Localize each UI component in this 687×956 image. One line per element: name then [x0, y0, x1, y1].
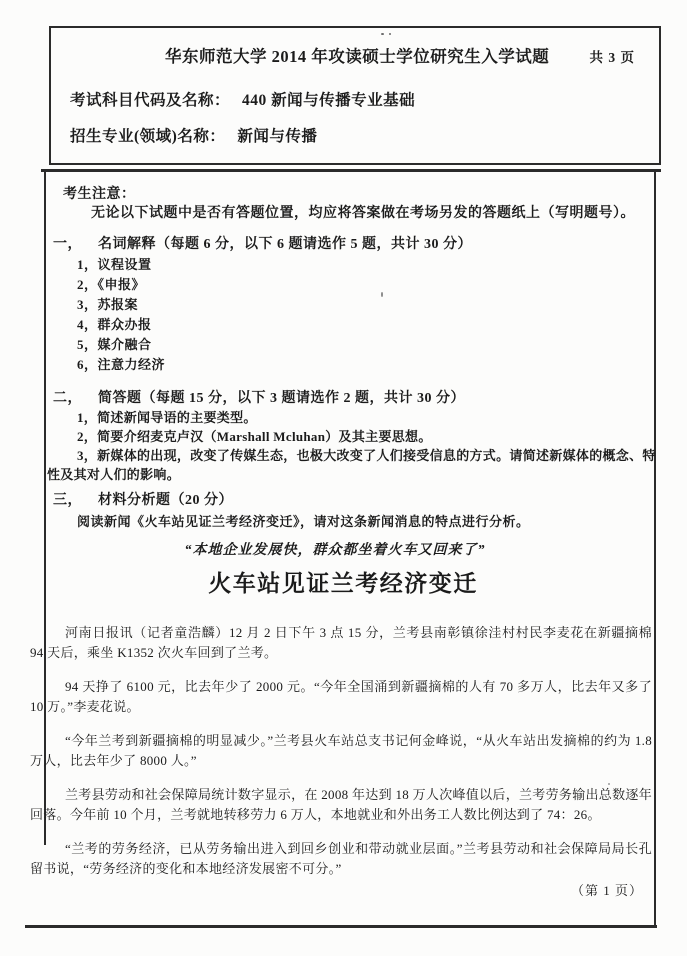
question-item: 3，苏报案 [77, 297, 139, 312]
section-2-title: 简答题（每题 15 分，以下 3 题请选作 2 题，共计 30 分） [98, 391, 465, 406]
subject-code-line [70, 88, 415, 110]
exam-header-box [49, 26, 661, 165]
enrollment-major-value: 新闻与传播 [237, 128, 318, 145]
section-2-heading [53, 387, 465, 407]
scan-speckle [381, 292, 383, 297]
article-paragraph: 河南日报讯（记者童浩麟）12 月 2 日下午 3 点 15 分，兰考县南彰镇徐洼村村民李麦花在新疆摘棉 94 天后，乘坐 K1352 次火车回到了兰考。 [30, 625, 652, 660]
article-kicker-quote: “本地企业发展快，群众都坐着火车又回来了” [184, 543, 486, 558]
question-item: 1，议程设置 [77, 257, 152, 272]
question-item: 6，注意力经济 [77, 357, 166, 372]
article-headline: 火车站见证兰考经济变迁 [208, 571, 478, 596]
section-2-items [47, 408, 659, 484]
question-item: 2，《申报》 [77, 277, 146, 292]
question-item: 4，群众办报 [77, 317, 152, 332]
question-item: 5，媒介融合 [77, 337, 152, 352]
section-3-instruction: 阅读新闻《火车站见证兰考经济变迁》，请对这条新闻消息的特点进行分析。 [77, 514, 530, 529]
article-paragraph: 94 天挣了 6100 元，比去年少了 2000 元。“今年全国涌到新疆摘棉的人有 70 多万人，比去年又多了 10 万。”李麦花说。 [30, 679, 652, 714]
article-body [30, 623, 652, 893]
article-paragraph: “今年兰考到新疆摘棉的明显减少。”兰考县火车站总支书记何金峰说，“从火车站出发摘棉的约为 1.8 万人，比去年少了 8000 人。” [30, 733, 652, 768]
section-3-heading [53, 489, 233, 509]
total-pages-note: 共 3 页 [589, 50, 635, 65]
scan-speckle [608, 783, 610, 785]
section-1-heading [53, 233, 472, 253]
enrollment-major-line [70, 124, 317, 146]
question-item: 3，新媒体的出现，改变了传媒生态，也极大改变了人们接受信息的方式。请简述新媒体的概念、特性及其对人们的影响。 [47, 448, 656, 482]
page-number-label: （第 1 页） [570, 883, 643, 898]
section-3-number: 三， [53, 493, 82, 508]
section-3-title: 材料分析题（20 分） [98, 493, 233, 508]
section-1-items [77, 255, 165, 375]
exam-title: 华东师范大学 2014 年攻读硕士学位研究生入学试题 [165, 47, 550, 66]
section-1-title: 名词解释（每题 6 分，以下 6 题请选作 5 题，共计 30 分） [98, 237, 472, 252]
article-paragraph: 兰考县劳动和社会保障局统计数字显示，在 2008 年达到 18 万人次峰值以后，兰考劳务输出总数逐年回落。今年前 10 个月，兰考就地转移劳力 6 万人，本地就业和外出务工人数比例达到了 74：26。 [30, 787, 652, 822]
section-1-number: 一， [53, 237, 82, 252]
subject-code-value: 440 新闻与传播专业基础 [242, 92, 416, 109]
subject-code-label: 考试科目代码及名称： [70, 92, 231, 109]
enrollment-major-label: 招生专业(领域)名称： [70, 128, 226, 145]
article-paragraph: “兰考的劳务经济，已从劳务输出进入到回乡创业和带动就业层面。”兰考县劳动和社会保障局局长孔留书说，“劳务经济的变化和本地经济发展密不可分。” [30, 841, 652, 876]
notice-body: 无论以下试题中是否有答题位置，均应将答案做在考场另发的答题纸上（写明题号）。 [91, 206, 635, 221]
scan-speckle [381, 33, 384, 35]
question-item: 1，简述新闻导语的主要类型。 [77, 410, 257, 425]
section-2-number: 二， [53, 391, 82, 406]
exam-body [30, 171, 657, 928]
scan-speckle [389, 33, 391, 35]
notice-heading: 考生注意： [63, 187, 136, 202]
question-item: 2，简要介绍麦克卢汉（Marshall Mcluhan）及其主要思想。 [77, 429, 432, 444]
